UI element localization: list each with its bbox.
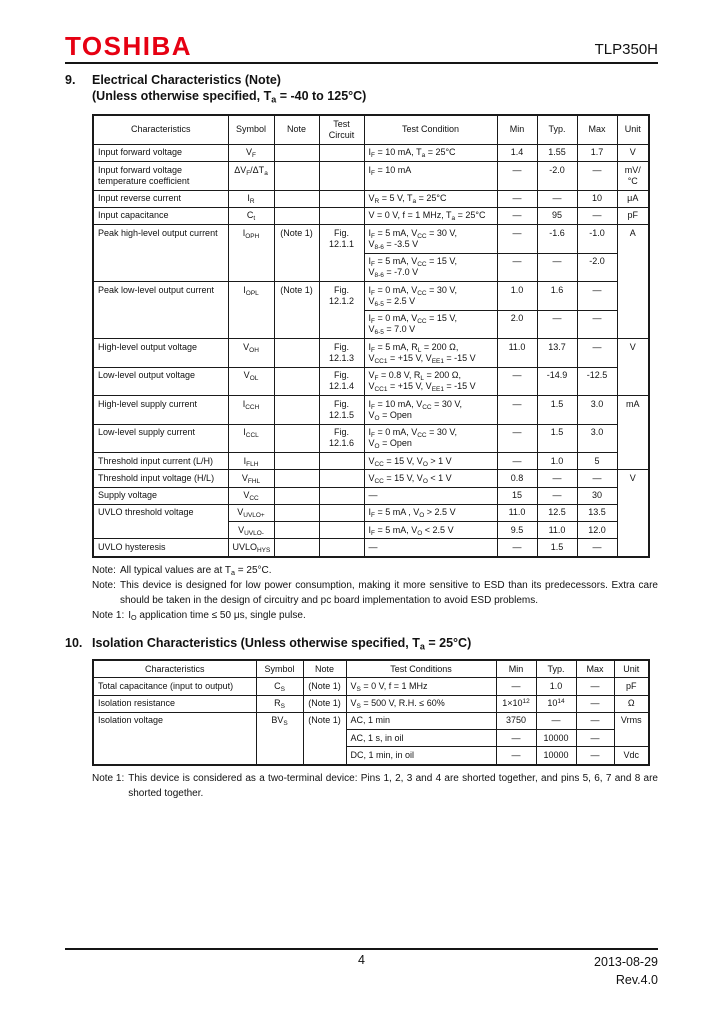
table-cell: Vdc xyxy=(614,747,649,765)
table-cell: — xyxy=(537,470,577,487)
table-row xyxy=(93,162,649,191)
table-cell: — xyxy=(364,539,497,557)
table-cell: Vrms xyxy=(614,712,649,747)
table-cell: — xyxy=(576,712,614,729)
table-cell: 1.5 xyxy=(537,424,577,453)
table-cell: 0.8 xyxy=(497,470,537,487)
table-cell: pF xyxy=(617,207,649,224)
table-cell: $V_{FHL}$ xyxy=(228,470,274,487)
table-cell: V = 0 V, f = 1 MHz, $T_a = 25^\circ C$ xyxy=(364,207,497,224)
table-cell: Threshold input voltage (H/L) xyxy=(93,470,228,487)
table-row xyxy=(93,678,649,695)
table-cell: $I_F = 5$ mA, $R_L = 200$ Ω, $V_{CC1} = +15$ V, $V_{EE1} = -15$ V xyxy=(364,339,497,368)
table-cell: Low-level output voltage xyxy=(93,367,228,396)
table-cell: — xyxy=(497,453,537,470)
table-cell: $V_R = 5$ V, $T_a = 25^\circ C$ xyxy=(364,190,497,207)
table-row xyxy=(93,282,649,311)
table-cell: Isolation voltage xyxy=(93,712,256,764)
table-cell: Input forward voltage temperature coefficient xyxy=(93,162,228,191)
table-cell: mV/°C xyxy=(617,162,649,191)
table-cell xyxy=(319,207,364,224)
table-cell xyxy=(274,162,319,191)
table-cell: $I_F = 10$ mA xyxy=(364,162,497,191)
table-cell: Input reverse current xyxy=(93,190,228,207)
header-row xyxy=(93,115,649,144)
table-row xyxy=(93,396,649,425)
table-cell: — xyxy=(497,253,537,282)
table-cell: UVLO threshold voltage xyxy=(93,504,228,539)
table-cell: — xyxy=(497,190,537,207)
table-cell: (Note 1) xyxy=(274,282,319,339)
table-cell: $I_F = 10$ mA, $V_{CC} = 30$ V, $V_O$ = Open xyxy=(364,396,497,425)
table-cell: 10000 xyxy=(536,730,576,747)
column-header: Min xyxy=(497,115,537,144)
column-header: Max xyxy=(576,660,614,678)
table-cell: Peak high-level output current xyxy=(93,225,228,282)
table-cell: AC, 1 min xyxy=(346,712,496,729)
table-cell: $I_{CCL}$ xyxy=(228,424,274,453)
table-cell: $BV_S$ xyxy=(256,712,303,764)
table-cell: $I_{CCH}$ xyxy=(228,396,274,425)
column-header: Test Condition xyxy=(364,115,497,144)
table-row xyxy=(93,424,649,453)
note-text: $I_O$ application time ≤ 50 μs, single pulse. xyxy=(128,609,306,622)
table-cell: — xyxy=(577,539,617,557)
column-header: Min xyxy=(496,660,536,678)
column-header: Characteristics xyxy=(93,660,256,678)
table-cell: $I_{OPL}$ xyxy=(228,282,274,339)
table-cell: — xyxy=(497,396,537,425)
note-row xyxy=(92,578,658,608)
table-cell: 1.5 xyxy=(537,396,577,425)
table-cell xyxy=(274,522,319,539)
table-cell: — xyxy=(497,539,537,557)
table-cell: — xyxy=(576,730,614,747)
table-cell: Fig. 12.1.1 xyxy=(319,225,364,282)
table-row xyxy=(93,539,649,557)
table-cell: — xyxy=(496,747,536,765)
table-cell: Supply voltage xyxy=(93,487,228,504)
section-9-title xyxy=(92,73,658,104)
table-cell: $V_{CC} = 15$ V, $V_O < 1$ V xyxy=(364,470,497,487)
table-cell: $V_S = 0$ V, f = 1 MHz xyxy=(346,678,496,695)
table-cell: — xyxy=(536,712,576,729)
section-10-notes xyxy=(92,771,658,801)
table-cell xyxy=(319,453,364,470)
table-cell: 1.55 xyxy=(537,144,577,161)
column-header: Symbol xyxy=(228,115,274,144)
table-cell: — xyxy=(497,367,537,396)
table-cell: 9.5 xyxy=(497,522,537,539)
table-cell: — xyxy=(576,695,614,712)
table-row xyxy=(93,144,649,161)
table-cell: — xyxy=(537,190,577,207)
table-cell: 11.0 xyxy=(497,504,537,521)
table-cell: -2.0 xyxy=(537,162,577,191)
table-cell: (Note 1) xyxy=(303,678,346,695)
table-cell: — xyxy=(577,162,617,191)
table-cell: 12.0 xyxy=(577,522,617,539)
table-cell: — xyxy=(497,424,537,453)
note-label: Note: xyxy=(92,579,116,591)
table-cell xyxy=(274,453,319,470)
table-cell xyxy=(274,487,319,504)
table-cell: $1\times 10^{12}$ xyxy=(496,695,536,712)
table-cell: $V_S = 500$ V, R.H. ≤ 60% xyxy=(346,695,496,712)
table-cell: $V_{OL}$ xyxy=(228,367,274,396)
table-cell: V xyxy=(617,144,649,161)
table-cell xyxy=(319,539,364,557)
table-cell: 30 xyxy=(577,487,617,504)
note-label: Note 1: xyxy=(92,609,125,621)
table-cell: 3.0 xyxy=(577,396,617,425)
column-header: Unit xyxy=(614,660,649,678)
note-row xyxy=(92,608,658,623)
table-cell xyxy=(319,190,364,207)
note-row xyxy=(92,771,658,801)
table-cell: DC, 1 min, in oil xyxy=(346,747,496,765)
column-header: Typ. xyxy=(537,115,577,144)
table-cell: $I_F = 5$ mA, $V_O < 2.5$ V xyxy=(364,522,497,539)
table-row xyxy=(93,225,649,254)
table-cell: 12.5 xyxy=(537,504,577,521)
table-cell: $10^{14}$ xyxy=(536,695,576,712)
table-cell: -12.5 xyxy=(577,367,617,396)
table-row xyxy=(93,339,649,368)
table-cell: — xyxy=(537,487,577,504)
table-cell: 1.0 xyxy=(537,453,577,470)
table-cell: Isolation resistance xyxy=(93,695,256,712)
footer-divider xyxy=(65,948,658,950)
table-cell: -14.9 xyxy=(537,367,577,396)
table-cell: 1.5 xyxy=(537,539,577,557)
table-cell: 10000 xyxy=(536,747,576,765)
table-cell: — xyxy=(577,282,617,311)
column-header: Unit xyxy=(617,115,649,144)
column-header: Test Circuit xyxy=(319,115,364,144)
section-10-title: Isolation Characteristics (Unless otherwise specified, $T_a = 25^\circ C$) xyxy=(92,635,472,652)
table-cell: 13.5 xyxy=(577,504,617,521)
table-cell: Fig. 12.1.6 xyxy=(319,424,364,453)
section-9-title-line1: Electrical Characteristics (Note) xyxy=(92,73,281,87)
table-row xyxy=(93,453,649,470)
table-cell: AC, 1 s, in oil xyxy=(346,730,496,747)
table-cell: — xyxy=(496,678,536,695)
table-cell: 5 xyxy=(577,453,617,470)
table-cell: — xyxy=(497,225,537,254)
table-row xyxy=(93,712,649,729)
electrical-characteristics-table xyxy=(92,114,650,557)
note-row xyxy=(92,563,658,578)
table-cell: 2.0 xyxy=(497,310,537,339)
table-cell: $\Delta V_F/\Delta T_a$ xyxy=(228,162,274,191)
revision-date: 2013-08-29 xyxy=(594,954,658,969)
table-cell: -1.6 xyxy=(537,225,577,254)
table-row xyxy=(93,367,649,396)
table-cell xyxy=(274,539,319,557)
table-cell: Input forward voltage xyxy=(93,144,228,161)
table-cell: 1.6 xyxy=(537,282,577,311)
table-cell: 11.0 xyxy=(497,339,537,368)
table-cell: High-level output voltage xyxy=(93,339,228,368)
table-cell: — xyxy=(577,207,617,224)
note-label: Note 1: xyxy=(92,772,125,784)
table-cell xyxy=(319,522,364,539)
table-cell: $C_S$ xyxy=(256,678,303,695)
table-cell xyxy=(319,162,364,191)
toshiba-logo: TOSHIBA xyxy=(65,31,193,61)
table-cell xyxy=(274,144,319,161)
table-row xyxy=(93,470,649,487)
note-text: This device is designed for low power consumption, making it more sensitive to ESD than its predecessors. Extra care should be taken in the design of circuitry and pc board implementation to avoid ESD problems. xyxy=(120,579,658,606)
table-cell: Fig. 12.1.2 xyxy=(319,282,364,339)
column-header: Characteristics xyxy=(93,115,228,144)
table-row xyxy=(93,504,649,521)
table-cell: $I_F = 0$ mA, $V_{CC} = 15$ V, $V_{6-5} = 7.0$ V xyxy=(364,310,497,339)
note-label: Note: xyxy=(92,564,116,576)
table-cell: 1.7 xyxy=(577,144,617,161)
table-cell: $V_{UVLO-}$ xyxy=(228,522,274,539)
table-cell: $I_R$ xyxy=(228,190,274,207)
table-cell: $I_{FLH}$ xyxy=(228,453,274,470)
note-text: All typical values are at $T_a = 25^\circ C$. xyxy=(120,564,272,577)
table-cell xyxy=(274,190,319,207)
table-cell: 11.0 xyxy=(537,522,577,539)
table-row xyxy=(93,487,649,504)
column-header: Symbol xyxy=(256,660,303,678)
table-cell: Total capacitance (input to output) xyxy=(93,678,256,695)
table-cell: Threshold input current (L/H) xyxy=(93,453,228,470)
table-cell: Peak low-level output current xyxy=(93,282,228,339)
table-cell: A xyxy=(617,225,649,339)
column-header: Note xyxy=(274,115,319,144)
table-cell: 13.7 xyxy=(537,339,577,368)
table-cell: — xyxy=(537,253,577,282)
table-row xyxy=(93,695,649,712)
table-cell: $V_{OH}$ xyxy=(228,339,274,368)
table-cell: $V_{UVLO+}$ xyxy=(228,504,274,521)
section-9-heading xyxy=(65,73,658,104)
section-10-number: 10. xyxy=(65,635,83,650)
isolation-characteristics-table xyxy=(92,659,650,766)
column-header: Note xyxy=(303,660,346,678)
table-cell xyxy=(274,504,319,521)
table-cell: mA xyxy=(617,396,649,470)
table-cell: 3750 xyxy=(496,712,536,729)
table-cell: 3.0 xyxy=(577,424,617,453)
table-cell xyxy=(319,144,364,161)
section-9-title-line2: (Unless otherwise specified, $T_a = -40$ to 125°C) xyxy=(92,88,367,105)
header-divider xyxy=(65,62,658,64)
table-cell: — xyxy=(577,339,617,368)
table-cell: — xyxy=(497,162,537,191)
section-9-number: 9. xyxy=(65,73,76,87)
table-cell: -2.0 xyxy=(577,253,617,282)
table-cell: Fig. 12.1.5 xyxy=(319,396,364,425)
table-cell: μA xyxy=(617,190,649,207)
table-row xyxy=(93,207,649,224)
table-cell: $I_F = 10$ mA, $T_a = 25^\circ C$ xyxy=(364,144,497,161)
table-cell: $I_F = 0$ mA, $V_{CC} = 30$ V, $V_O$ = Open xyxy=(364,424,497,453)
table-cell: V xyxy=(617,339,649,396)
table-cell: 95 xyxy=(537,207,577,224)
table-cell: $UVLO_{HYS}$ xyxy=(228,539,274,557)
table-cell: $I_F = 5$ mA, $V_{CC} = 30$ V, $V_{8-6} = -3.5$ V xyxy=(364,225,497,254)
table-cell: — xyxy=(537,310,577,339)
part-number: TLP350H xyxy=(594,41,658,58)
note-text: This device is considered as a two-terminal device: Pins 1, 2, 3 and 4 are shorted together, and pins 5, 6, 7 and 8 are shorted together. xyxy=(128,772,658,799)
table-cell: V xyxy=(617,470,649,557)
table-cell: (Note 1) xyxy=(274,225,319,282)
footer-row xyxy=(65,953,658,989)
column-header: Max xyxy=(577,115,617,144)
page-header xyxy=(65,33,658,59)
header-row xyxy=(93,660,649,678)
table-cell: 10 xyxy=(577,190,617,207)
table-cell: -1.0 xyxy=(577,225,617,254)
column-header: Typ. xyxy=(536,660,576,678)
table-cell: High-level supply current xyxy=(93,396,228,425)
table-cell: pF xyxy=(614,678,649,695)
section-9-notes xyxy=(92,563,658,623)
table-cell: $I_F = 5$ mA, $V_{CC} = 15$ V, $V_{8-6} = -7.0$ V xyxy=(364,253,497,282)
table-cell: Low-level supply current xyxy=(93,424,228,453)
table-cell: 1.0 xyxy=(536,678,576,695)
table-cell xyxy=(274,339,319,368)
table-cell: 1.4 xyxy=(497,144,537,161)
table-cell: Ω xyxy=(614,695,649,712)
table-cell: 1.0 xyxy=(497,282,537,311)
table-cell: $I_F = 5$ mA , $V_O > 2.5$ V xyxy=(364,504,497,521)
table-cell: $I_F = 0$ mA, $V_{CC} = 30$ V, $V_{6-5} = 2.5$ V xyxy=(364,282,497,311)
table-cell: Input capacitance xyxy=(93,207,228,224)
table-cell: $V_F$ xyxy=(228,144,274,161)
page-number: 4 xyxy=(358,952,365,967)
table-cell: — xyxy=(364,487,497,504)
table-cell: $I_{OPH}$ xyxy=(228,225,274,282)
table-cell xyxy=(274,470,319,487)
table-cell: UVLO hysteresis xyxy=(93,539,228,557)
table-cell: $V_{CC} = 15$ V, $V_O > 1$ V xyxy=(364,453,497,470)
table-cell: $V_{CC}$ xyxy=(228,487,274,504)
table-cell: Fig. 12.1.3 xyxy=(319,339,364,368)
revision-number: Rev.4.0 xyxy=(615,972,658,987)
table-cell: (Note 1) xyxy=(303,712,346,764)
table-cell: $V_F = 0.8$ V, $R_L = 200$ Ω, $V_{CC1} = +15$ V, $V_{EE1} = -15$ V xyxy=(364,367,497,396)
table-cell: $C_t$ xyxy=(228,207,274,224)
section-10-heading xyxy=(65,636,658,652)
table-cell: Fig. 12.1.4 xyxy=(319,367,364,396)
column-header: Test Conditions xyxy=(346,660,496,678)
table-cell xyxy=(319,504,364,521)
table-cell: — xyxy=(577,470,617,487)
table-row xyxy=(93,190,649,207)
table-cell xyxy=(319,487,364,504)
table-cell xyxy=(319,470,364,487)
page-footer xyxy=(65,948,658,989)
table-cell xyxy=(274,424,319,453)
table-cell: — xyxy=(577,310,617,339)
table-cell: — xyxy=(576,747,614,765)
table-cell: 15 xyxy=(497,487,537,504)
table-cell xyxy=(274,396,319,425)
table-cell: $R_S$ xyxy=(256,695,303,712)
table-cell xyxy=(274,367,319,396)
table-cell: (Note 1) xyxy=(303,695,346,712)
table-cell: — xyxy=(576,678,614,695)
table-cell xyxy=(274,207,319,224)
table-cell: — xyxy=(496,730,536,747)
table-cell: — xyxy=(497,207,537,224)
